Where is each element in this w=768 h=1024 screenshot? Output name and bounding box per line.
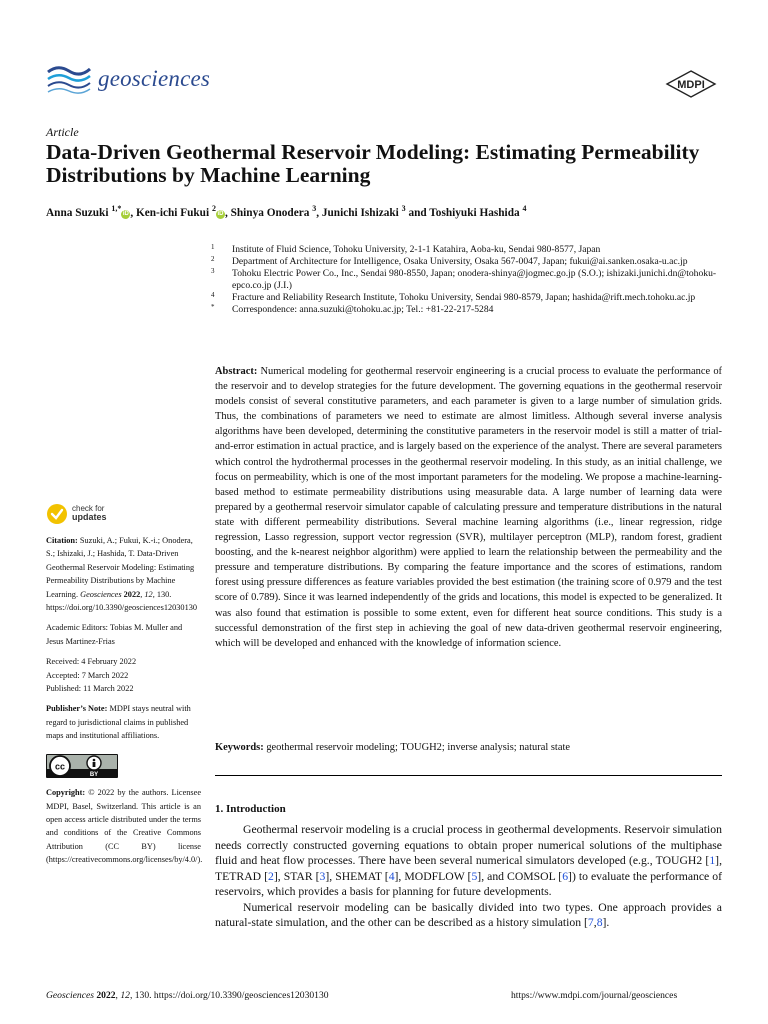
- paragraph: Geothermal reservoir modeling is a crucial process in geothermal developments. Reservoir simulation needs correctly constructed governing equations to obtain proper numerical solutions of the multiphase fluid and heat flow processes. There have been several numerical simulators developed (e.g., TOUGH2 [1], TETRAD [2], STAR [3], SHEMAT [4], MODFLOW [5], and COMSOL [6]) to evaluate the performance of reservoirs, which provides a basis for planning for future developments.: [215, 823, 722, 899]
- svg-text:BY: BY: [89, 771, 99, 778]
- affiliation-item: 3 Tohoku Electric Power Co., Inc., Sendai 980-8550, Japan; onodera-shinya@jogmec.go.jp (S.O.); ishizaki.junichi.dn@tohoku-epco.co.jp (J.I.): [211, 266, 717, 291]
- citation-block: Citation: Suzuki, A.; Fukui, K.-i.; Onodera, S.; Ishizaki, J.; Hashida, T. Data-Driven Geothermal Reservoir Modeling: Estimating Permeability Distributions by Machine Learning. Geosciences 2022, 12, 130. https://doi.org/10.3390/geosciences12030130: [46, 536, 198, 613]
- keywords-text: geothermal reservoir modeling; TOUGH2; inverse analysis; natural state: [266, 742, 570, 753]
- check-for-updates-button[interactable]: check for updates: [46, 500, 201, 528]
- citation-link[interactable]: 1: [709, 854, 716, 868]
- article-type: Article: [46, 125, 79, 139]
- abstract-text: Numerical modeling for geothermal reservoir engineering is a crucial process to evaluate the performance of the reservoir and to develop strategies for the future development. The governing equations in the geothermal reservoir models consist of several constitutive parameters, and each parameter is given to a large number of simulation grids. Thus, the combinations of parameters we need to estimate are almost limitless. Although several inverse analysis algorithms have been developed, determining the constitutive parameters in the reservoir model is still a matter of trial-and-error estimation in actual practice, and is largely based on the experience of the analyst. There are several parameters which control the hydrothermal processes in the geothermal reservoir modeling. In this study, as an initial challenge, we focus on permeability, which is one of the most important parameters for the modeling. We propose a machine-learning-based method to estimate permeability distributions using measurable data. A large number of learning data were prepared by a geothermal reservoir simulator capable of calculating pressure and temperature distributions in the natural state with different permeability distributions. Several machine learning algorithms (i.e., linear regression, ridge regression, Lasso regression, support vector regression (SVR), multilayer perceptron (MLP), random forest, gradient boosting, and the k-nearest neighbor algorithm) were applied to learn the relationship between the permeability and the pressure and temperature distributions. By comparing the feature importance and the scores of estimations, random forest using pressure differences as feature variables provided the best estimation (the training score of 0.979 and the test score of 0.789). Since it was learned independently of the grids and locations, this model is expected to be generalized. It was also found that estimation is possible to some extent, even for different heat source conditions. This study is a successful demonstration of the first step in achieving the goal of new data-driven geothermal reservoir engineering, which will be developed and enhanced with the knowledge of information science.: [215, 366, 723, 649]
- affiliation-item: 4 Fracture and Reliability Research Institute, Tohoku University, Sendai 980-8579, Japan; hashida@rift.mech.tohoku.ac.jp: [211, 290, 696, 303]
- correspondence: * Correspondence: anna.suzuki@tohoku.ac.jp; Tel.: +81-22-217-5284: [211, 302, 494, 315]
- keywords: [215, 742, 722, 753]
- section-heading: 1. Introduction: [215, 803, 286, 815]
- affiliation-item: 2 Department of Architecture for Intelligence, Osaka University, Osaka 567-0047, Japan; fukui@ai.sanken.osaka-u.ac.jp: [211, 254, 688, 267]
- footer-journal-url[interactable]: https://www.mdpi.com/journal/geosciences: [511, 990, 678, 1001]
- author-name[interactable]: Shinya Onodera: [230, 206, 310, 219]
- mdpi-logo[interactable]: [665, 70, 717, 98]
- cc-by-license-icon[interactable]: [46, 754, 118, 778]
- author-list: Anna Suzuki $^{1,*}$iD , Ken-ichi Fukui $^2$iD , Shinya Onodera $^3$, Junichi Ishizaki $^3$ and Toshiyuki Hashida $^4$: [46, 204, 527, 219]
- section-divider: [215, 775, 722, 776]
- orcid-icon[interactable]: iD: [122, 210, 129, 217]
- journal-name[interactable]: geosciences: [98, 66, 211, 91]
- footer-doi[interactable]: , 130. https://doi.org/10.3390/geosciences12030130: [129, 990, 329, 1001]
- publisher-note: Publisher’s Note: MDPI stays neutral with regard to jurisdictional claims in published maps and institutional affiliations.: [46, 704, 191, 741]
- article-title: Data-Driven Geothermal Reservoir Modeling: Estimating Permeability Distributions by Machine Learning: [46, 140, 700, 187]
- citation-link[interactable]: 4: [388, 869, 395, 883]
- orcid-icon[interactable]: iD: [217, 210, 224, 217]
- citation-link[interactable]: 7: [587, 916, 594, 930]
- abstract-label: Abstract:: [215, 366, 258, 377]
- sidebar: [46, 500, 201, 867]
- author-name[interactable]: Toshiyuki Hashida: [429, 206, 520, 219]
- citation-link[interactable]: 5: [471, 869, 478, 883]
- author-name[interactable]: Ken-ichi Fukui: [135, 206, 210, 219]
- academic-editors: Academic Editors: Tobias M. Muller and Jesus Martinez-Frias: [46, 623, 183, 646]
- author-name[interactable]: Anna Suzuki: [46, 206, 109, 219]
- citation-link[interactable]: 2: [268, 869, 274, 883]
- citation-doi[interactable]: , 130. https://doi.org/10.3390/geosciences12030130: [46, 589, 198, 613]
- svg-text:MDPI: MDPI: [677, 79, 705, 91]
- paragraph: Numerical reservoir modeling can be basically divided into two types. One approach provides a natural-state simulation, and the other can be described as a history simulation [7,8].: [215, 900, 722, 930]
- check-updates-icon: [46, 503, 68, 525]
- copyright-notice: Copyright: © 2022 by the authors. Licensee MDPI, Basel, Switzerland. This article is an open access article distributed under the terms and conditions of the Creative Commons Attribution (CC BY) license (https://creativecommons.org/licenses/by/4.0/).: [46, 788, 203, 865]
- svg-text:cc: cc: [54, 761, 66, 772]
- intro-body: [215, 822, 722, 931]
- affiliations: [211, 244, 726, 315]
- abstract: [215, 364, 722, 651]
- journal-wave-logo: [46, 60, 92, 98]
- citation-link[interactable]: 8: [596, 916, 603, 930]
- dates: Received: 4 February 2022 Accepted: 7 March 2022 Published: 11 March 2022: [46, 657, 137, 694]
- citation-link[interactable]: 3: [319, 869, 326, 883]
- citation-link[interactable]: 6: [562, 869, 569, 883]
- author-name[interactable]: Junichi Ishizaki: [321, 206, 399, 219]
- affiliation-item: 1 Institute of Fluid Science, Tohoku University, 2-1-1 Katahira, Aoba-ku, Sendai 980-8577, Japan: [211, 243, 601, 255]
- keywords-label: Keywords:: [215, 742, 264, 753]
- footer-citation: Geosciences 2022, 12, 130. https://doi.org/10.3390/geosciences12030130: [46, 990, 329, 1001]
